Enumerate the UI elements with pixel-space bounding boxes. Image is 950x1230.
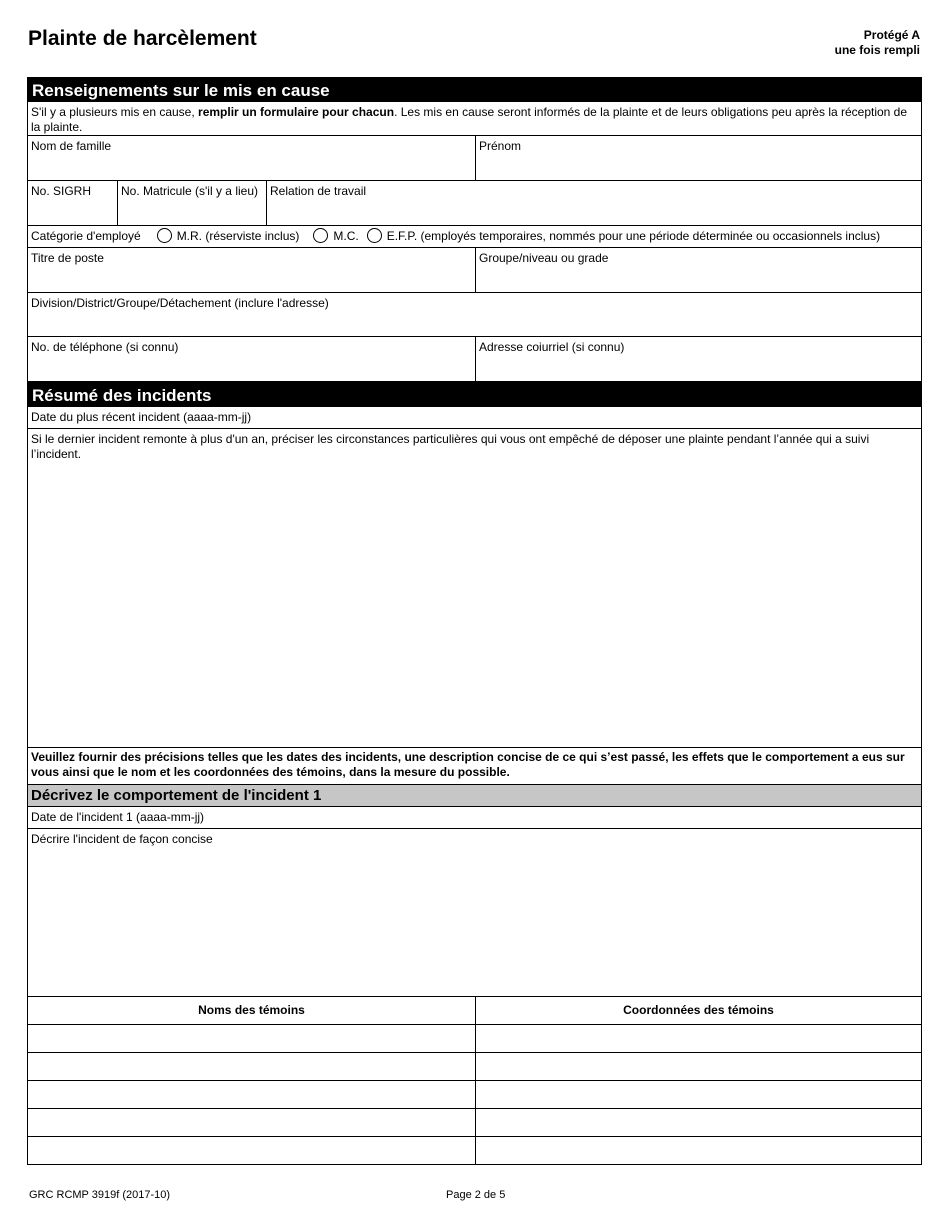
first-name-field[interactable] — [475, 136, 921, 180]
option-mr-label: M.R. (réserviste inclus) — [176, 229, 300, 243]
late-explanation-field[interactable] — [28, 429, 921, 747]
group-level-field[interactable] — [475, 248, 921, 292]
instructions-row — [27, 748, 922, 785]
late-explanation-label: Si le dernier incident remonte à plus d'un an, préciser les circonstances particulières qui vous ont empêché de déposer une plainte pendant l’année qui a suivi l’incident. — [31, 432, 870, 461]
incident1-description-row — [27, 829, 922, 997]
incident-instructions: Veuillez fournir des précisions telles que les dates des incidents, une description concise de ce qui s’est passé, les effets que le comportement a eus sur vous ainsi que le nom et les coordonnées des témoins, dans la mesure du possible. — [31, 750, 905, 779]
witness-contact-input[interactable] — [475, 1137, 921, 1164]
witness-contacts-header: Coordonnées des témoins — [475, 997, 921, 1024]
matricule-field[interactable] — [117, 181, 266, 225]
complaint-form — [27, 77, 922, 1165]
page-title: Plainte de harcèlement — [28, 27, 257, 50]
witness-row — [27, 1137, 922, 1165]
first-name-label: Prénom — [479, 139, 522, 153]
form-id: GRC RCMP 3919f (2017-10) — [29, 1189, 171, 1201]
incident1-description-label: Décrire l'incident de façon concise — [31, 832, 213, 846]
division-field[interactable] — [28, 293, 921, 336]
witness-row — [27, 1053, 922, 1081]
radio-mc[interactable] — [313, 228, 328, 243]
protection-line-1: Protégé A — [863, 28, 920, 42]
last-name-field[interactable] — [28, 136, 475, 180]
late-explanation-row — [27, 429, 922, 748]
group-level-label: Groupe/niveau ou grade — [479, 251, 609, 265]
incident1-heading: Décrivez le comportement de l'incident 1 — [27, 785, 922, 807]
last-name-label: Nom de famille — [31, 139, 112, 153]
phone-field[interactable] — [28, 337, 475, 381]
option-mc-label: M.C. — [333, 229, 359, 243]
intro-text-1: S'il y a plusieurs mis en cause, — [31, 105, 199, 119]
incident1-date-label: Date de l'incident 1 (aaaa-mm-jj) — [31, 810, 205, 824]
division-label: Division/District/Groupe/Détachement (inclure l'adresse) — [31, 296, 329, 310]
page-number: Page 2 de 5 — [446, 1189, 506, 1201]
witness-name-input[interactable] — [28, 1109, 475, 1136]
witness-contact-input[interactable] — [475, 1025, 921, 1052]
email-field[interactable] — [475, 337, 921, 381]
witness-row — [27, 1109, 922, 1137]
respondent-intro — [28, 102, 921, 135]
phone-label: No. de téléphone (si connu) — [31, 340, 179, 354]
work-relation-field[interactable] — [266, 181, 921, 225]
witness-name-input[interactable] — [28, 1053, 475, 1080]
recent-date-field[interactable] — [28, 407, 921, 428]
category-row — [27, 226, 922, 248]
witness-contact-input[interactable] — [475, 1081, 921, 1108]
division-row — [27, 293, 922, 337]
option-efp-label: E.F.P. (employés temporaires, nommés pour une période déterminée ou occasionnels inclus) — [386, 229, 881, 243]
sigrh-label: No. SIGRH — [31, 184, 92, 198]
matricule-label: No. Matricule (s'il y a lieu) — [121, 184, 258, 198]
witness-header-row — [27, 997, 922, 1025]
email-label: Adresse coiurriel (si connu) — [479, 340, 625, 354]
witness-names-header: Noms des témoins — [198, 1003, 305, 1017]
intro-text-2: . Les mis en cause seront informés de la plainte et de leurs obligations peu après la réception de la plainte. — [31, 105, 908, 134]
id-row — [27, 181, 922, 226]
witness-name-input[interactable] — [28, 1025, 475, 1052]
witness-contact-input[interactable] — [475, 1109, 921, 1136]
job-row — [27, 248, 922, 293]
employee-category — [28, 226, 921, 247]
witness-row — [27, 1025, 922, 1053]
recent-date-label: Date du plus récent incident (aaaa-mm-jj) — [31, 410, 252, 424]
incident1-date-row — [27, 807, 922, 829]
recent-date-row — [27, 407, 922, 429]
witness-contact-input[interactable] — [475, 1053, 921, 1080]
respondent-section-heading: Renseignements sur le mis en cause — [27, 77, 922, 102]
witness-name-input[interactable] — [28, 1081, 475, 1108]
category-label: Catégorie d'employé — [31, 229, 141, 243]
incident1-description-field[interactable] — [28, 829, 921, 996]
protection-label — [835, 28, 920, 58]
radio-mr[interactable] — [157, 228, 172, 243]
job-title-field[interactable] — [28, 248, 475, 292]
sigrh-field[interactable] — [28, 181, 117, 225]
respondent-intro-row — [27, 102, 922, 136]
witness-name-input[interactable] — [28, 1137, 475, 1164]
radio-efp[interactable] — [367, 228, 382, 243]
contact-row — [27, 337, 922, 382]
work-relation-label: Relation de travail — [270, 184, 367, 198]
witness-row — [27, 1081, 922, 1109]
name-row — [27, 136, 922, 181]
intro-bold-text: remplir un formulaire pour chacun — [198, 105, 395, 119]
job-title-label: Titre de poste — [31, 251, 104, 265]
incidents-section-heading: Résumé des incidents — [27, 382, 922, 407]
incident1-date-field[interactable] — [28, 807, 921, 828]
protection-line-2: une fois rempli — [834, 43, 920, 57]
